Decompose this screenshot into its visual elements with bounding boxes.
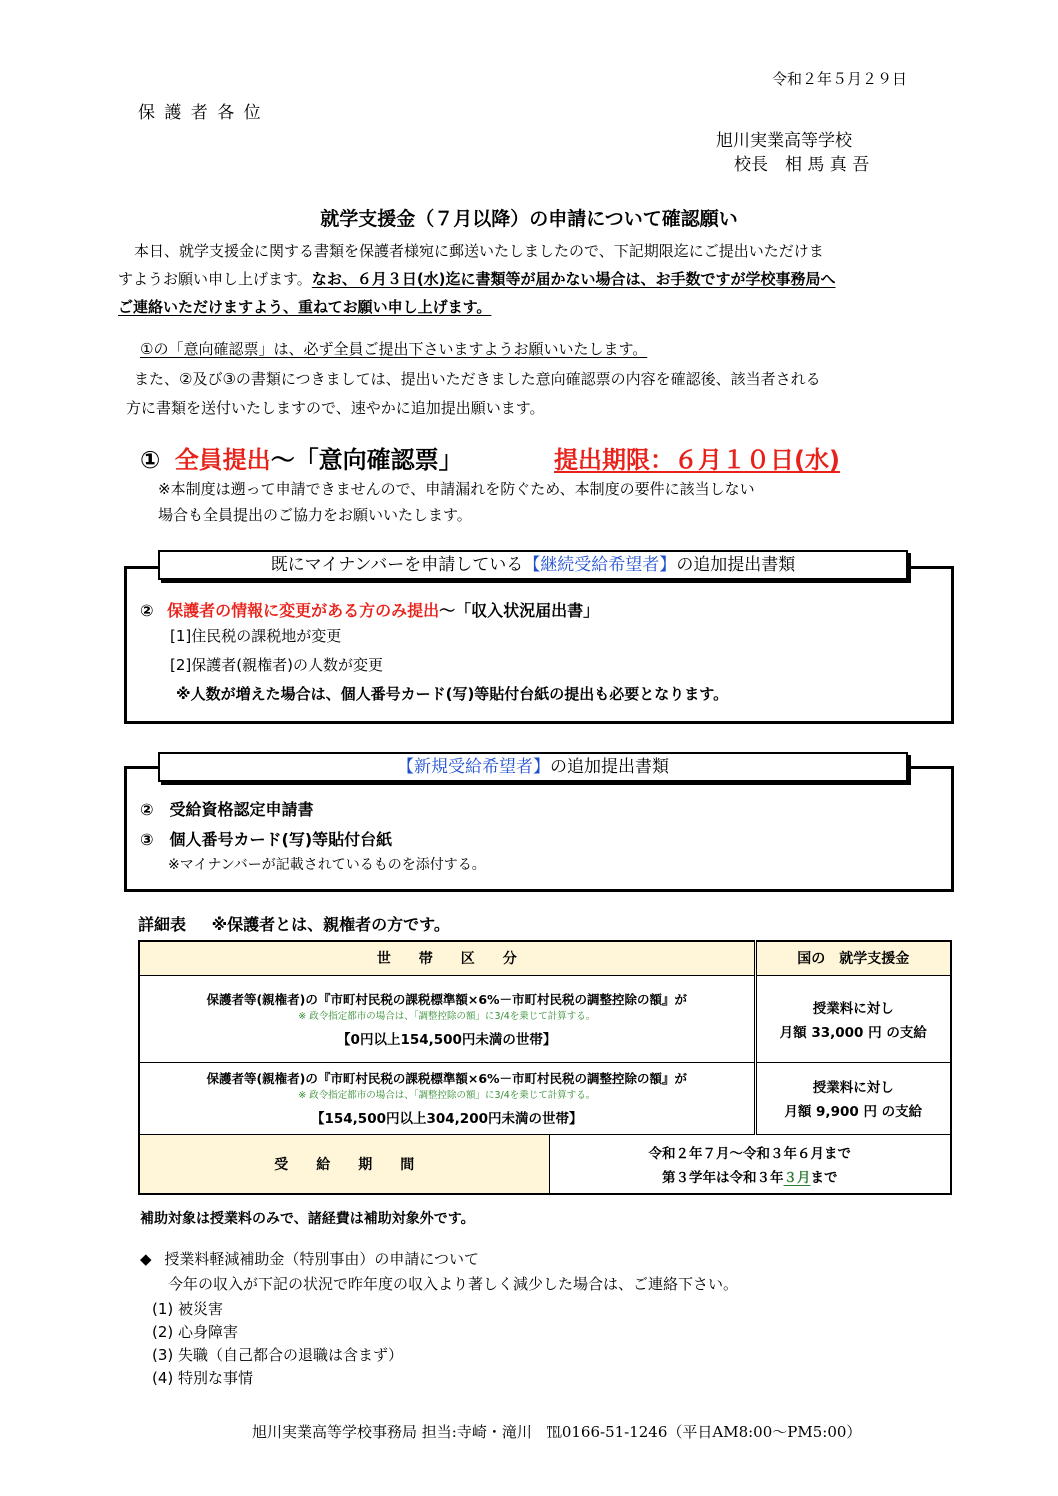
- row1-amount-1: 授業料に対し: [812, 1000, 894, 1017]
- row2-amount-1: 授業料に対し: [812, 1080, 894, 1096]
- reduction-item: (2) 心身障害: [152, 1323, 239, 1341]
- row1-support: [755, 975, 951, 1062]
- table-header-row: [139, 941, 951, 975]
- detail-heading-title: 詳細表: [138, 915, 187, 934]
- period-value: [549, 1134, 951, 1194]
- table-row: [139, 1062, 951, 1134]
- principal-name: 校長 相 馬 真 吾: [734, 155, 870, 175]
- intro-line-3: ご連絡いただけますよう、重ねてお願い申し上げます。: [118, 298, 492, 316]
- continuing-item-heading: [140, 598, 599, 621]
- col-support: 国の 就学支援金: [755, 941, 951, 975]
- row1-amount-2: 月額 33,000 円 の支給: [779, 1024, 927, 1041]
- row1-note: ※ 政令指定都市の場合は、「調整控除の額」に3/4を乗じて計算する。: [298, 1010, 596, 1022]
- continuing-document: ～「収入状況届出書」: [439, 601, 600, 620]
- continuing-box-header: [158, 550, 908, 580]
- reduction-description: 今年の収入が下記の状況で昨年度の収入より著しく減少した場合は、ご連絡下さい。: [168, 1275, 739, 1293]
- period-label: 受 給 期 間: [139, 1134, 549, 1194]
- period-line-1: 令和２年７月～令和３年６月まで: [648, 1145, 851, 1162]
- reduction-item: (1) 被災害: [152, 1300, 224, 1318]
- row2-note: ※ 政令指定都市の場合は、「調整控除の額」に3/4を乗じて計算する。: [298, 1090, 596, 1101]
- new-box-header: [158, 752, 908, 782]
- period-line-2-post: まで: [810, 1169, 838, 1186]
- table-row: [139, 1134, 951, 1194]
- diamond-bullet-icon: ◆: [140, 1250, 152, 1268]
- intro-line-1: 本日、就学支援金に関する書類を保護者様宛に郵送いたしましたので、下記期限迄にご提出いただけま: [134, 242, 824, 260]
- row1-line1: 保護者等(親権者)の『市町村民税の課税標準額×6%－市町村民税の調整控除の額』が: [206, 991, 688, 1007]
- reduction-title-text: 授業料軽減補助金（特別事由）の申請について: [164, 1250, 480, 1268]
- item1-document: ～「意向確認票」: [270, 446, 463, 474]
- continuing-head-pre: 既にマイナンバーを申請している: [270, 555, 524, 575]
- row2-support: [755, 1062, 951, 1134]
- row2-amount-2: 月額 9,900 円 の支給: [784, 1104, 923, 1120]
- item1-note-2: 場合も全員提出のご協力をお願いいたします。: [158, 506, 472, 524]
- row1-household: [139, 975, 755, 1062]
- document-date: 令和２年５月２９日: [772, 70, 908, 88]
- continuing-condition-2: [2]保護者(親権者)の人数が変更: [170, 656, 383, 674]
- continuing-head-blue: 【継続受給希望者】: [523, 555, 677, 575]
- continuing-item-number: ②: [140, 601, 154, 620]
- notice-line-1: ①の「意向確認票」は、必ず全員ご提出下さいますようお願いいたします。: [140, 340, 648, 358]
- footer-contact: 旭川実業高等学校事務局 担当:寺崎・滝川 ℡0166-51-1246（平日AM8:00～PM5:00）: [252, 1423, 862, 1441]
- row2-line1: 保護者等(親権者)の『市町村民税の課税標準額×6%－市町村民税の調整控除の額』が: [206, 1071, 688, 1086]
- new-item-3: ③ 個人番号カード(写)等貼付台紙: [140, 830, 393, 849]
- period-line-2-highlight: ３月: [783, 1169, 811, 1186]
- item1-note-1: ※本制度は遡って申請できませんので、申請漏れを防ぐため、本制度の要件に該当しない: [158, 480, 755, 498]
- item1-red-label: 全員提出: [174, 446, 271, 474]
- period-line-2: [550, 1166, 951, 1186]
- new-note: ※マイナンバーが記載されているものを添付する。: [168, 857, 486, 873]
- item1-deadline: 提出期限：６月１０日(水): [554, 446, 840, 474]
- intro-line-2-underlined: なお、６月３日(水)迄に書類等が届かない場合は、お手数ですが学校事務局へ: [311, 270, 836, 288]
- school-name: 旭川実業高等学校: [716, 131, 852, 151]
- addressee: 保 護 者 各 位: [138, 103, 263, 123]
- item1-number: ①: [140, 446, 161, 474]
- reduction-title: [140, 1248, 479, 1269]
- new-head-post: の追加提出書類: [550, 757, 669, 777]
- new-head-blue: 【新規受給希望者】: [397, 757, 550, 777]
- period-line-2-pre: 第３学年は令和３年: [662, 1169, 784, 1186]
- row2-range: 【154,500円以上304,200円未満の世帯】: [311, 1111, 583, 1127]
- notice-line-3: 方に書類を送付いたしますので、速やかに追加提出願います。: [126, 399, 545, 417]
- continuing-condition-1: [1]住民税の課税地が変更: [170, 627, 342, 645]
- detail-heading-note: ※保護者とは、親権者の方です。: [211, 915, 450, 934]
- item1-heading: [140, 440, 463, 475]
- row2-household: [139, 1062, 755, 1134]
- continuing-note: ※人数が増えた場合は、個人番号カード(写)等貼付台紙の提出も必要となります。: [176, 685, 729, 703]
- col-household: 世 帯 区 分: [139, 941, 755, 975]
- intro-line-2: [118, 268, 836, 289]
- reduction-item: (3) 失職（自己都合の退職は含まず）: [152, 1346, 404, 1364]
- detail-table: [138, 940, 952, 1195]
- continuing-red-label: 保護者の情報に変更がある方のみ提出: [167, 601, 440, 620]
- intro-line-2-plain: すようお願い申し上げます。: [118, 270, 312, 288]
- row1-range: 【0円以上154,500円未満の世帯】: [337, 1031, 557, 1048]
- document-title: 就学支援金（７月以降）の申請について確認願い: [320, 208, 738, 230]
- notice-line-2: また、②及び③の書類につきましては、提出いただきました意向確認票の内容を確認後、該当者される: [134, 370, 821, 388]
- new-item-2: ② 受給資格認定申請書: [140, 800, 314, 819]
- detail-footnote: 補助対象は授業料のみで、諸経費は補助対象外です。: [140, 1211, 475, 1227]
- detail-heading: [138, 912, 450, 935]
- reduction-item: (4) 特別な事情: [152, 1369, 254, 1387]
- table-row: [139, 975, 951, 1062]
- continuing-head-post: の追加提出書類: [676, 555, 796, 575]
